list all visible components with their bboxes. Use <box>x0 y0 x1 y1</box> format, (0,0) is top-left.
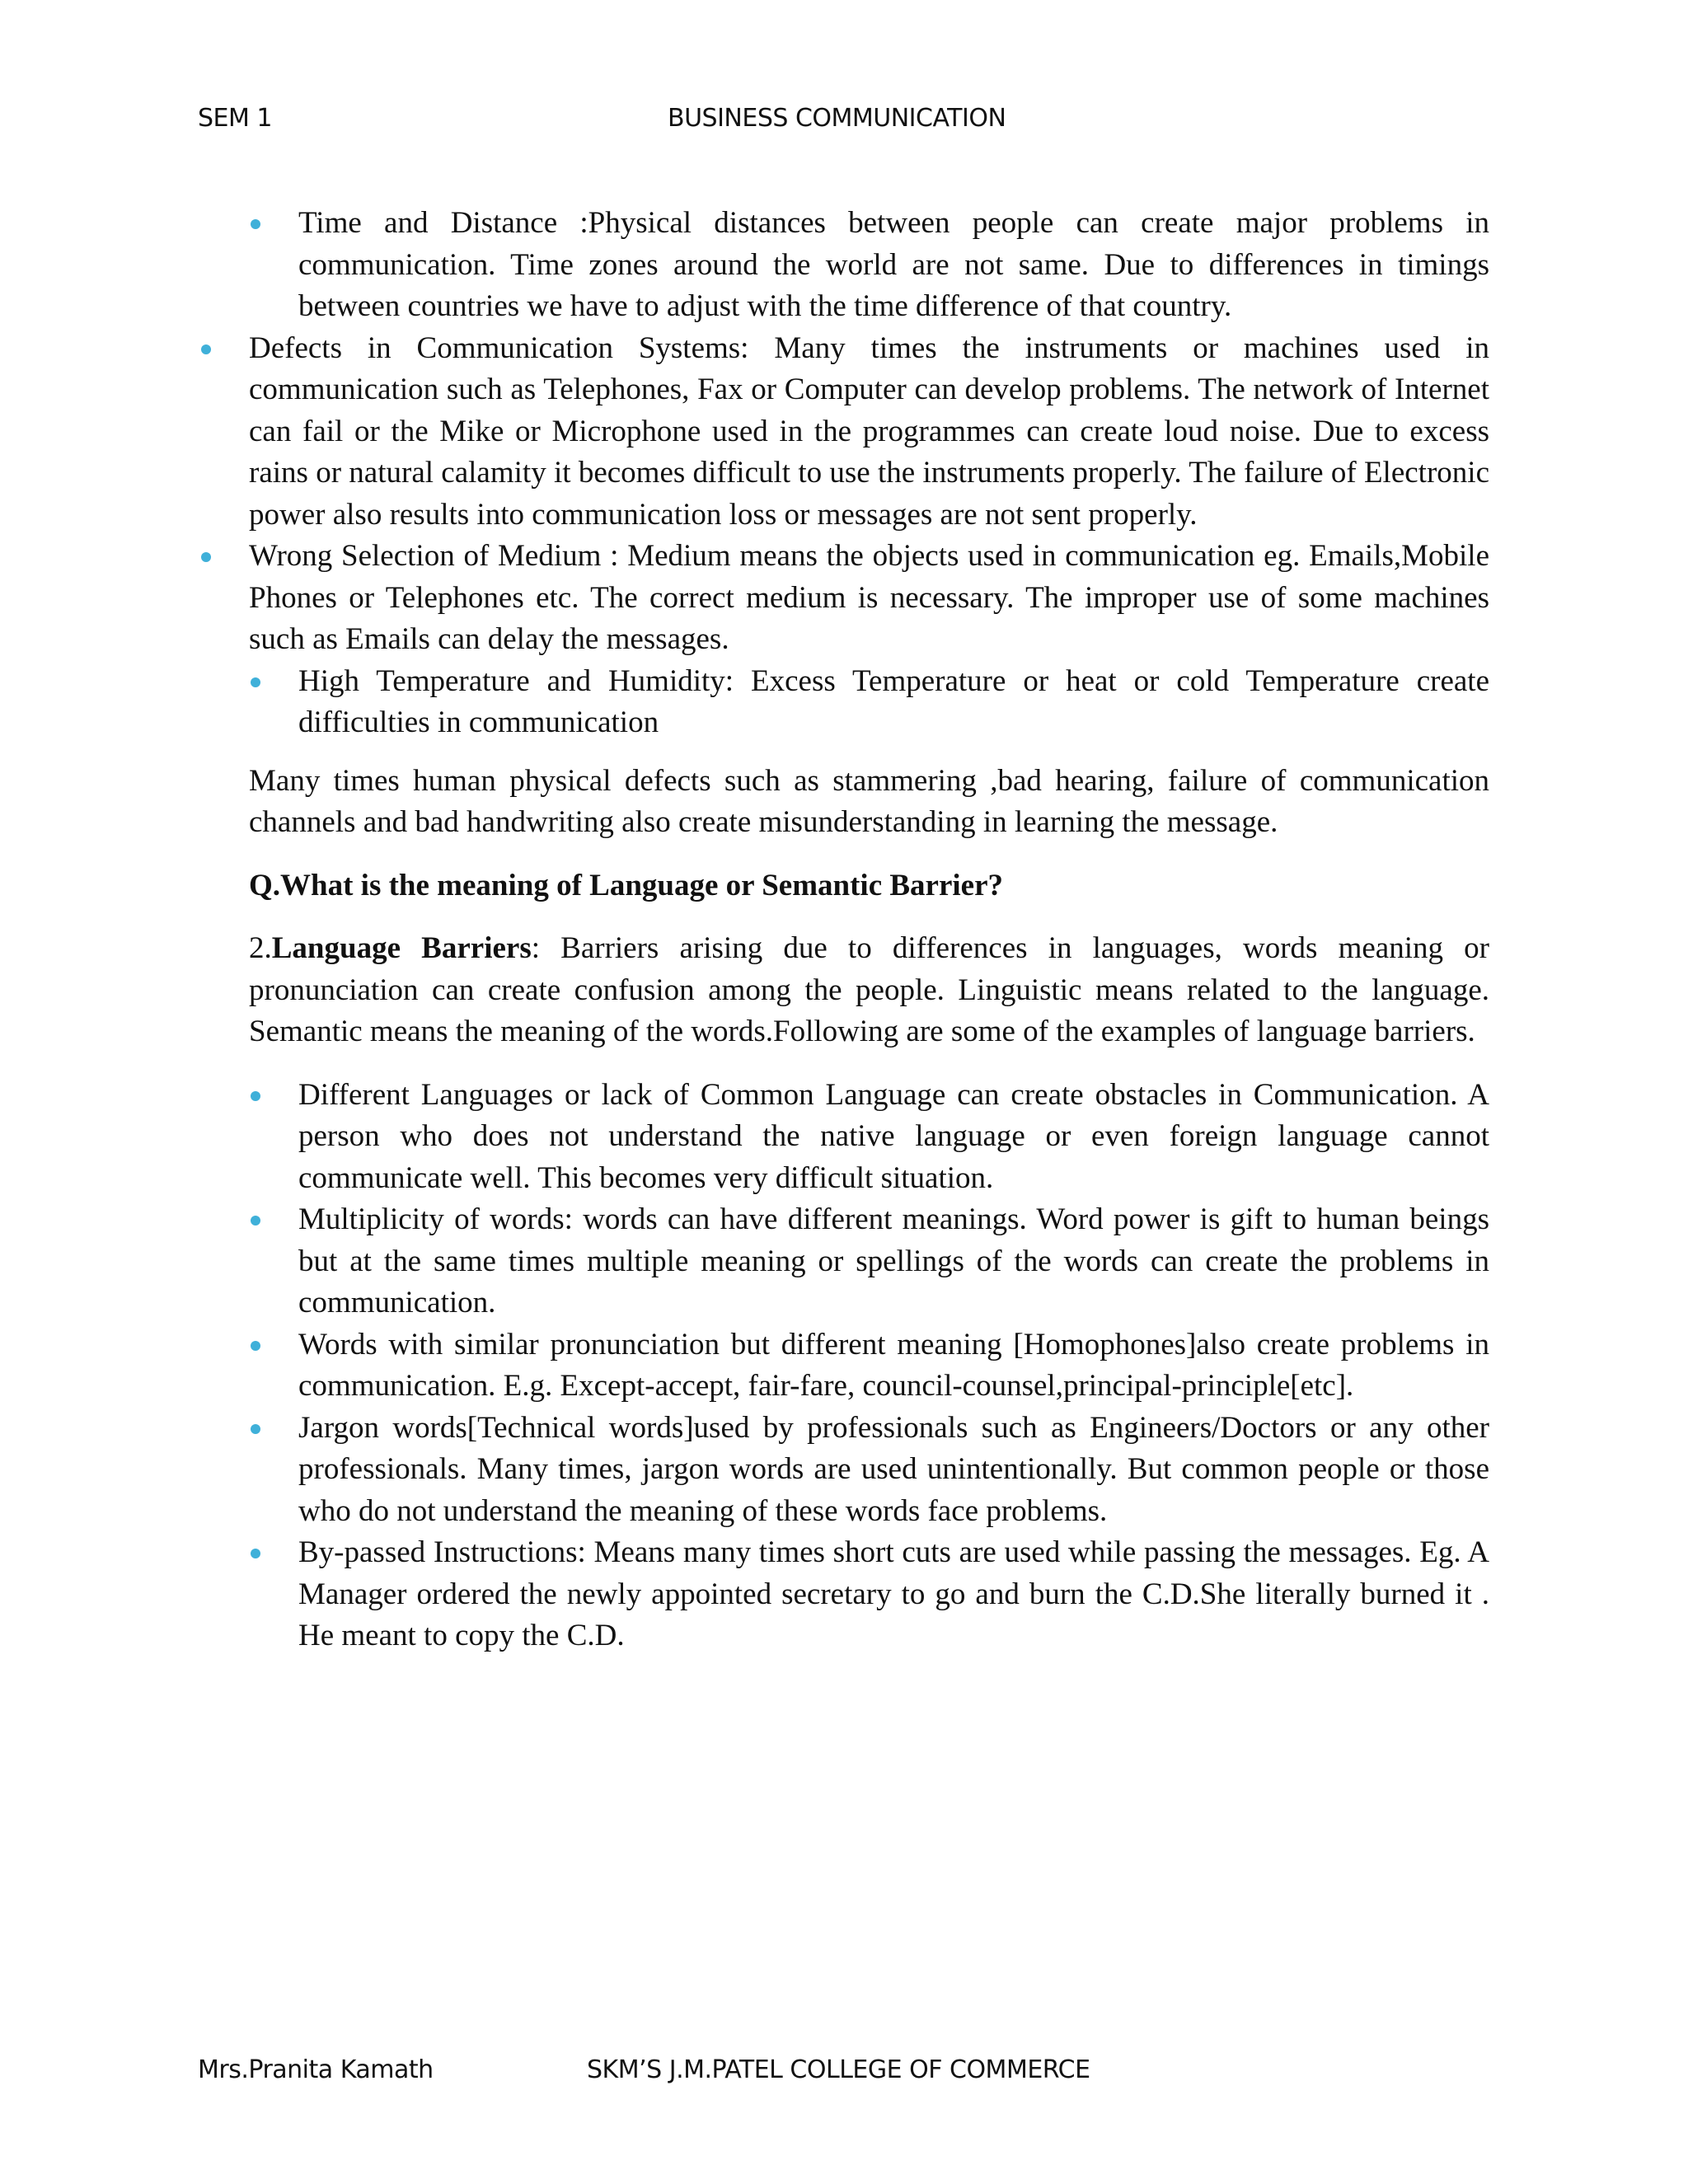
header-left: SEM 1 <box>198 104 273 133</box>
bullet-icon <box>251 677 260 687</box>
document-body <box>249 203 1489 1657</box>
list-item: Different Languages or lack of Common Language can create obstacles in Communication. A person who does not understand the native language or even foreign language cannot communicate well. This becomes very difficult situation. <box>298 1075 1489 1200</box>
bullet-icon <box>251 1341 260 1351</box>
bullet-icon <box>201 344 211 354</box>
list-item: High Temperature and Humidity: Excess Temperature or heat or cold Temperature create difficulties in communication <box>298 661 1489 744</box>
header-title: BUSINESS COMMUNICATION <box>668 104 1006 133</box>
list-item: Defects in Communication Systems: Many times the instruments or machines used in communication such as Telephones, Fax or Computer can develop problems. The network of Internet can fail or the Mike or Microphone used in the programmes can create loud noise. Due to excess rains or natural calamity it becomes difficult to use the instruments properly. The failure of Electronic power also results into communication loss or messages are not sent properly. <box>249 328 1489 537</box>
bullet-icon <box>251 1549 260 1558</box>
bullet-icon <box>251 1091 260 1101</box>
list-item: Jargon words[Technical words]used by professionals such as Engineers/Doctors or any other professionals. Many times, jargon words are used unintentionally. But common people or those who do not understand the meaning of these words face problems. <box>298 1408 1489 1533</box>
list-item: Words with similar pronunciation but different meaning [Homophones]also create problems in communication. E.g. Except-accept, fair-fare, council-counsel,principal-principle[etc]. <box>298 1324 1489 1408</box>
bullet-icon <box>251 1424 260 1434</box>
footer-author: Mrs.Pranita Kamath <box>198 2055 434 2084</box>
list-item: Wrong Selection of Medium : Medium means the objects used in communication eg. Emails,Mobile Phones or Telephones etc. The correct medium is necessary. The improper use of some machines such as Emails can delay the messages. <box>249 536 1489 661</box>
bullet-icon <box>251 1216 260 1226</box>
list-item: Multiplicity of words: words can have different meanings. Word power is gift to human beings but at the same times multiple meaning or spellings of the words can create the problems in communication. <box>298 1199 1489 1324</box>
barrier-list-physical <box>249 203 1489 744</box>
barrier-list-language <box>249 1075 1489 1657</box>
paragraph-language-barriers: 2.Language Barriers: Barriers arising due to differences in languages, words meaning or pronunciation can create confusion among the people. Linguistic means related to the language. Semantic means the meaning of the words.Following are some of the examples of language barriers. <box>249 931 1489 1048</box>
question-heading: Q.What is the meaning of Language or Semantic Barrier? <box>249 868 1004 902</box>
list-item: By-passed Instructions: Means many times short cuts are used while passing the messages. Eg. A Manager ordered the newly appointed secretary to go and burn the C.D.She literally burned it . He meant to copy the C.D. <box>298 1532 1489 1657</box>
list-item: Time and Distance :Physical distances between people can create major problems in communication. Time zones around the world are not same. Due to differences in timings between countries we have to adjust with the time difference of that country. <box>298 203 1489 328</box>
term-language-barriers: Language Barriers <box>271 931 532 965</box>
footer-college: SKM’S J.M.PATEL COLLEGE OF COMMERCE <box>587 2055 1090 2084</box>
paragraph-physical-defects: Many times human physical defects such as stammering ,bad hearing, failure of communication channels and bad handwriting also create misunderstanding in learning the message. <box>249 763 1489 839</box>
bullet-icon <box>251 219 260 229</box>
bullet-icon <box>201 552 211 562</box>
